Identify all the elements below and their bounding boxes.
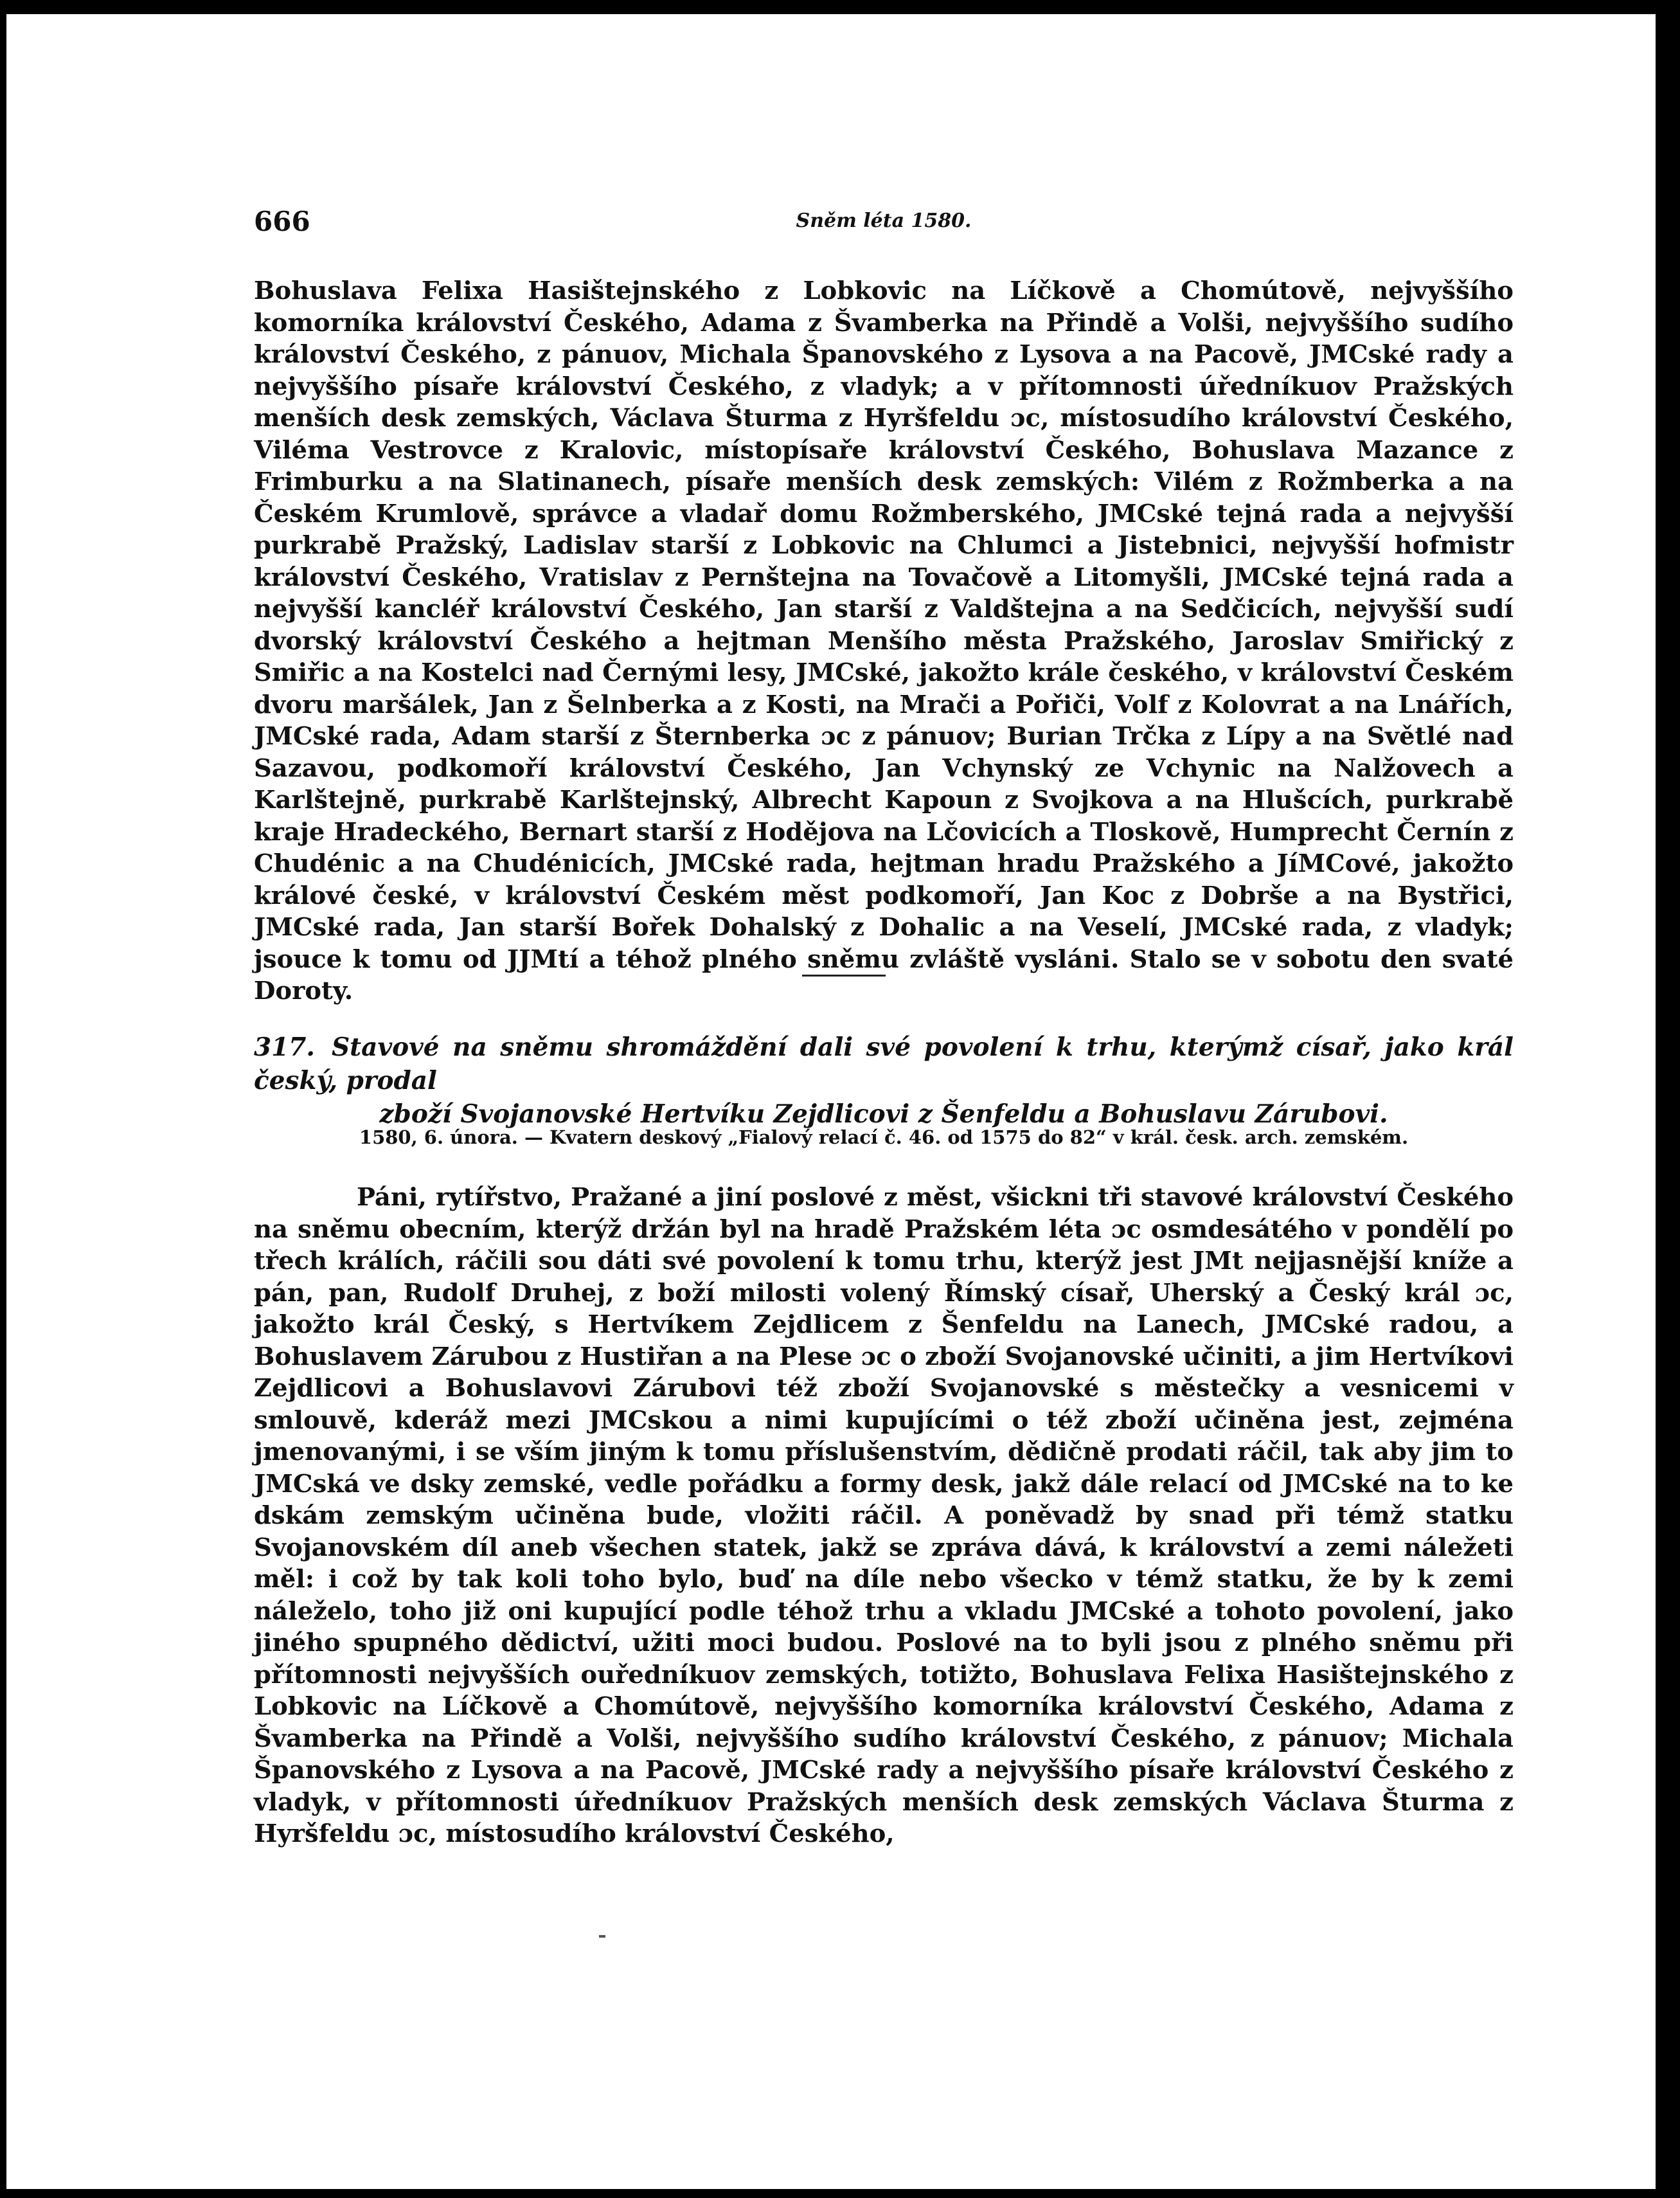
- scan-border-top: [0, 0, 1680, 14]
- page-header: [254, 206, 1514, 244]
- scan-border-left: [0, 0, 6, 2198]
- section-heading: [254, 1031, 1514, 1131]
- scan-border-bottom: [0, 2189, 1680, 2198]
- paragraph-2: Páni, rytířstvo, Pražané a jiní poslové z měst, všickni tři stavové království Českého na sněmu obecním, kterýž držán byl na hradě Pražském léta ɔc osmdesátého v pondělí po třech králích, ráčili sou dáti své povolení k tomu trhu, kterýž jest JMt nejjasnější kníže a pán, pan, Rudolf Druhej, z boží milosti volený Římský císař, Uherský a Český král ɔc, jakožto král Český, s Hertvíkem Zejdlicem z Šenfeldu na Lanech, JMCské radou, a Bohuslavem Zárubou z Hustiřan a na Plese ɔc o zboží Svojanovské učiniti, a jim Hertvíkovi Zejdlicovi a Bohuslavovi Zárubovi též zboží Svojanovské s městečky a vesnicemi v smlouvě, kderáž mezi JMCskou a nimi kupujícími o též zboží učiněna jest, zejména jmenovanými, i se vším jiným k tomu příslušenstvím, dědičně prodati ráčil, tak aby jim to JMCská ve dsky zemské, vedle pořádku a formy desk, jakž dále relací od JMCské na to ke dskám zemským učiněna bude, vložiti ráčil. A poněvadž by snad při témž statku Svojanovském díl aneb všechen statek, jakž se zpráva dává, k království a zemi náležeti měl: i což by tak koli toho bylo, buď na díle nebo všecko v témž statku, že by k zemi náleželo, toho již oni kupující podle téhož trhu a vkladu JMCské a tohoto povolení, jako jiného spupného dědictví, užiti moci budou. Poslové na to byli jsou z plného sněmu při přítomnosti nejvyšších ouředníkuov zemských, totižto, Bohuslava Felixa Hasištejnského z Lobkovic na Líčkově a Chomútově, nejvyššího komorníka království Českého, Adama z Švamberka na Přindě a Volši, nejvyššího sudího království Českého, z pánuov; Michala Španovského z Lysova a na Pacově, JMCské rady a nejvyššího písaře království Českého z vladyk, v přítomnosti úředníkuov Pražských menších desk zemských Václava Šturma z Hyršfeldu ɔc, místosudího království Českého,: [254, 1183, 1514, 1848]
- scan-speck: [599, 1935, 605, 1938]
- section-divider: [802, 975, 886, 977]
- section-number: 317.: [254, 1032, 315, 1062]
- section-title-line-1: Stavové na sněmu shromáždění dali své povolení k trhu, kterýmž císař, jako král český, prodal: [254, 1032, 1514, 1095]
- page-number: 666: [254, 206, 310, 237]
- section-title-line-2: zboží Svojanovské Hertvíku Zejdlicovi z Šenfeldu a Bohuslavu Zárubovi.: [379, 1099, 1388, 1129]
- paragraph-1: Bohuslava Felixa Hasištejnského z Lobkovic na Líčkově a Chomútově, nejvyššího komorníka království Českého, Adama z Švamberka na Přindě a Volši, nejvyššího sudího království Českého, z pánuov, Michala Španovského z Lysova a na Pacově, JMCské rady a nejvyššího písaře království Českého, z vladyk; a v přítomnosti úředníkuov Pražských menších desk zemských, Václava Šturma z Hyršfeldu ɔc, místosudího království Českého, Viléma Vestrovce z Kralovic, místopísaře království Českého, Bohuslava Mazance z Frimburku a na Slatinanech, písaře menších desk zemských: Vilém z Rožmberka a na Českém Krumlově, správce a vladař domu Rožmberského, JMCské tejná rada a nejvyšší purkrabě Pražský, Ladislav starší z Lobkovic na Chlumci a Jistebnici, nejvyšší hofmistr království Českého, Vratislav z Pernštejna na Tovačově a Litomyšli, JMCské tejná rada a nejvyšší kancléř království Českého, Jan starší z Valdštejna a na Sedčicích, nejvyšší sudí dvorský království Českého a hejtman Menšího města Pražského, Jaroslav Smiřický z Smiřic a na Kostelci nad Černými lesy, JMCské, jakožto krále českého, v království Českém dvoru maršálek, Jan z Šelnberka a z Kosti, na Mrači a Pořiči, Volf z Kolovrat a na Lnářích, JMCské rada, Adam starší z Šternberka ɔc z pánuov; Burian Trčka z Lípy a na Světlé nad Sazavou, podkomoří království Českého, Jan Vchynský ze Vchynic na Nalžovech a Karlštejně, purkrabě Karlštejnský, Albrecht Kapoun z Svojkova a na Hlušcích, purkrabě kraje Hradeckého, Bernart starší z Hodějova na Lčovicích a Tloskově, Humprecht Černín z Chudénic a na Chudénicích, JMCské rada, hejtman hradu Pražského a JíMCové, jakožto králové české, v království Českém měst podkomoří, Jan Koc z Dobrše a na Bystřici, JMCské rada, Jan starší Bořek Dohalský z Dohalic a na Veselí, JMCské rada, z vladyk; jsouce k tomu od JJMtí a téhož plného sněmu zvláště vysláni. Stalo se v sobotu den svaté Doroty.: [254, 276, 1514, 1005]
- scan-border-right: [1656, 0, 1680, 2198]
- running-title: Sněm léta 1580.: [796, 210, 972, 232]
- source-note: 1580, 6. února. — Kvatern deskový „Fialový relací č. 46. od 1575 do 82“ v král. česk. arch. zemském.: [359, 1126, 1409, 1148]
